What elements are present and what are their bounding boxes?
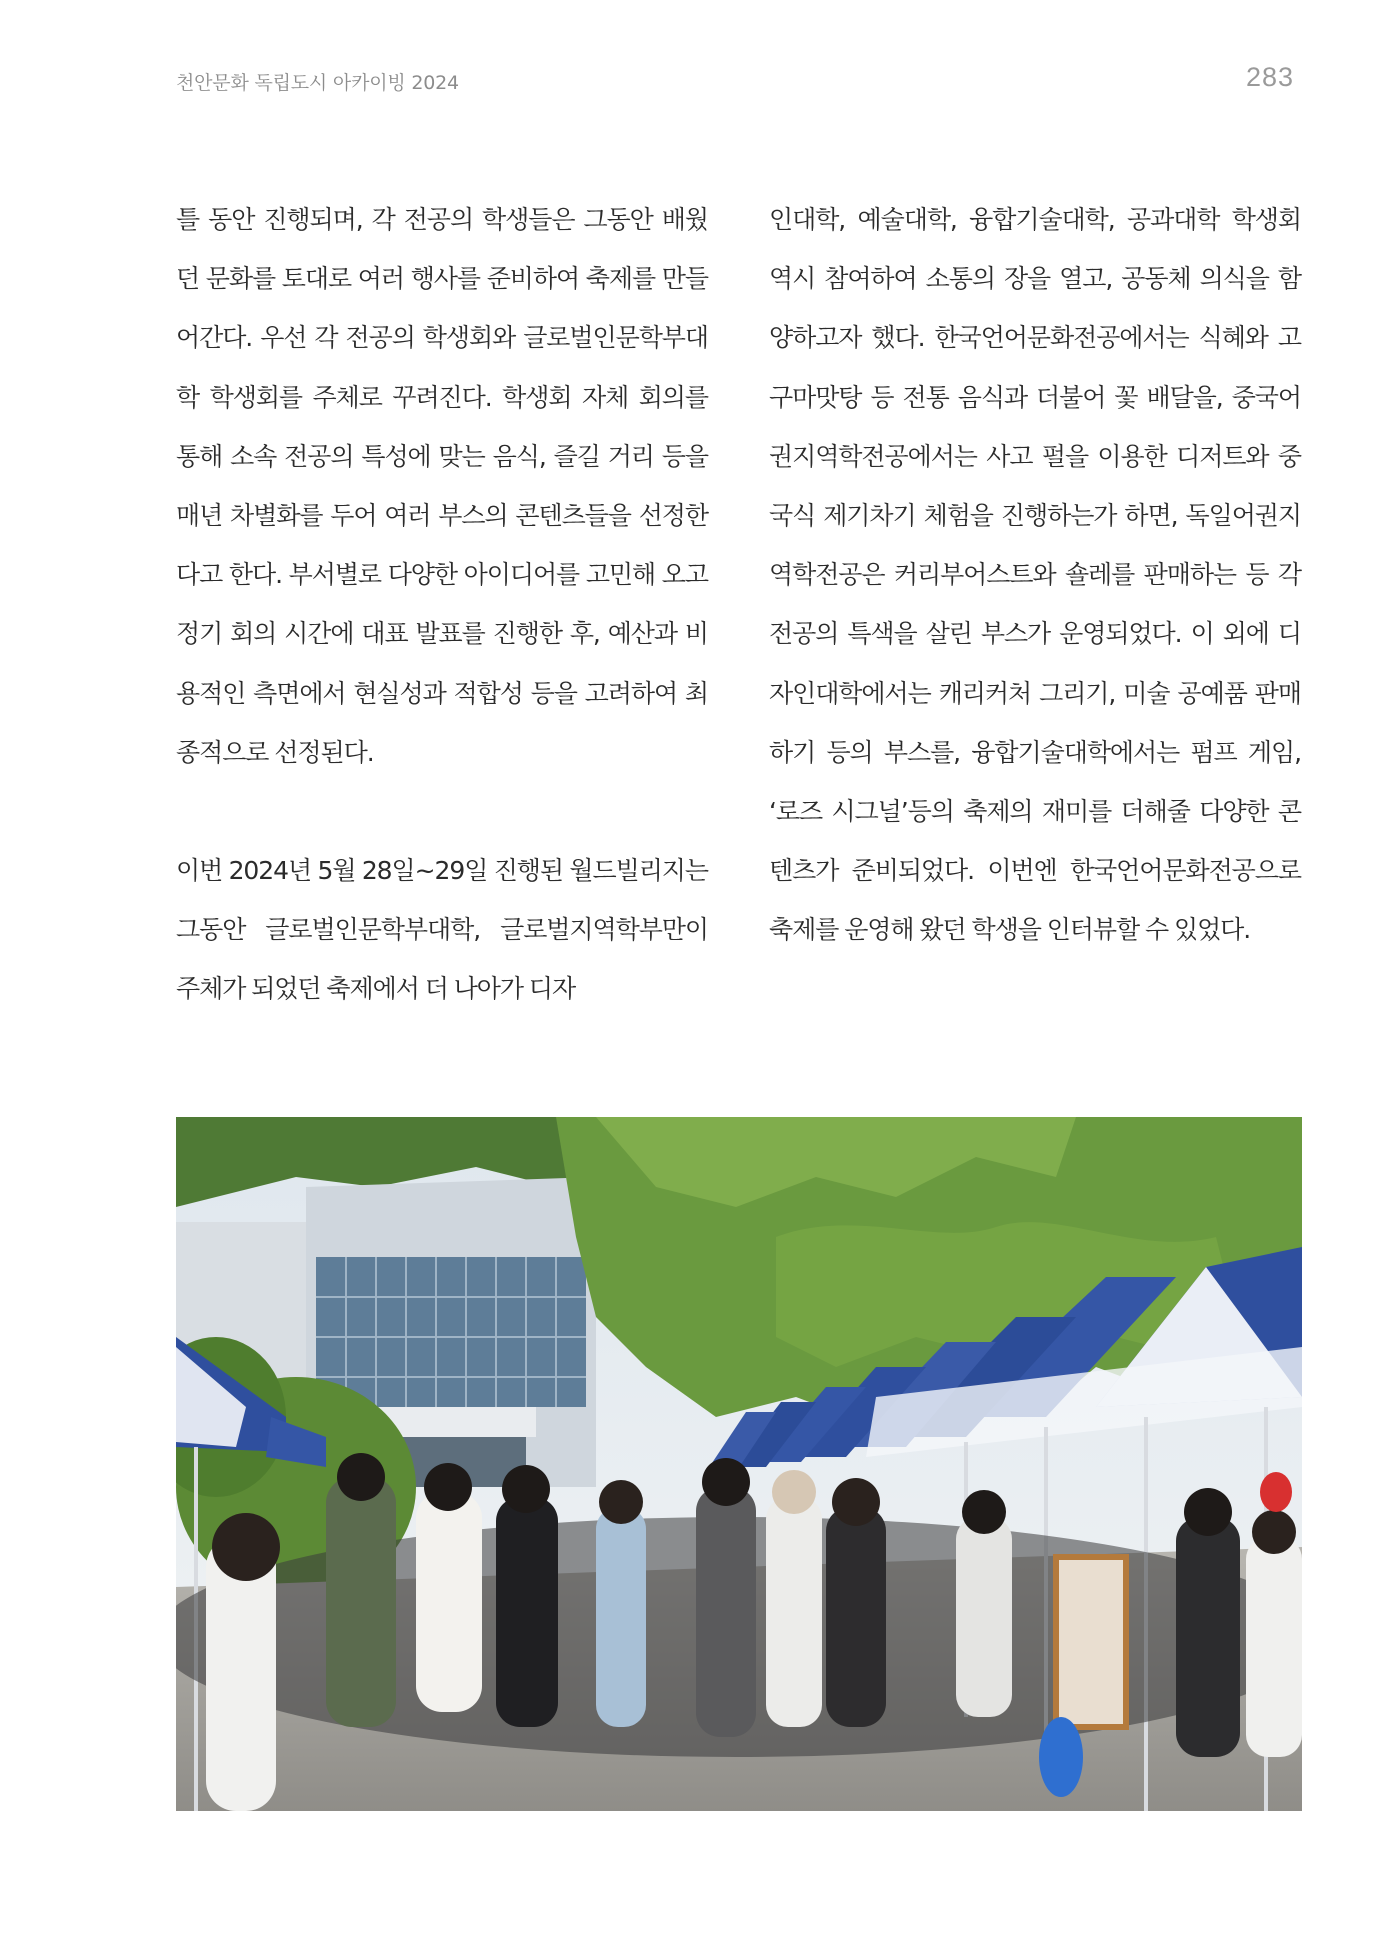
festival-photo <box>176 1117 1302 1811</box>
running-header-title: 천안문화 독립도시 아카이빙 2024 <box>176 72 459 94</box>
article-paragraph: 인대학, 예술대학, 융합기술대학, 공과대학 학생회 역시 참여하여 소통의 장을 열고, 공동체 의식을 함양하고자 했다. 한국언어문화전공에서는 식혜와 고구마맛탕 등 전통 음식과 더불어 꽃 배달을, 중국어권지역학전공에서는 사고 펄을 이용한 디저트와 중국식 제기차기 체험을 진행하는가 하면, 독일어권지역학전공은 커리부어스트와 숄레를 판매하는 등 각 전공의 특색을 살린 부스가 운영되었다. 이 외에 디자인대학에서는 캐리커처 그리기, 미술 공예품 판매하기 등의 부스를, 융합기술대학에서는 펌프 게임, ‘로즈 시그널’등의 축제의 재미를 더해줄 다양한 콘텐츠가 준비되었다. 이번엔 한국언어문화전공으로 축제를 운영해 왔던 학생을 인터뷰할 수 있었다. <box>769 205 1301 945</box>
article-paragraph: 틀 동안 진행되며, 각 전공의 학생들은 그동안 배웠던 문화를 토대로 여러 행사를 준비하여 축제를 만들어간다. 우선 각 전공의 학생회와 글로벌인문학부대학 학생회를 주체로 꾸려진다. 학생회 자체 회의를 통해 소속 전공의 특성에 맞는 음식, 즐길 거리 등을 매년 차별화를 두어 여러 부스의 콘텐츠들을 선정한다고 한다. 부서별로 다양한 아이디어를 고민해 오고 정기 회의 시간에 대표 발표를 진행한 후, 예산과 비용적인 측면에서 현실성과 적합성 등을 고려하여 최종적으로 선정된다. <box>176 205 708 767</box>
festival-photo-illustration <box>176 1117 1302 1811</box>
page-number: 283 <box>1245 62 1294 92</box>
article-right-column <box>769 190 1301 960</box>
article-paragraph: 이번 2024년 5월 28일~29일 진행된 월드빌리지는 그동안 글로벌인문학부대학, 글로벌지역학부만이 주체가 되었던 축제에서 더 나아가 디자 <box>176 856 708 1004</box>
article-left-column <box>176 190 708 1019</box>
